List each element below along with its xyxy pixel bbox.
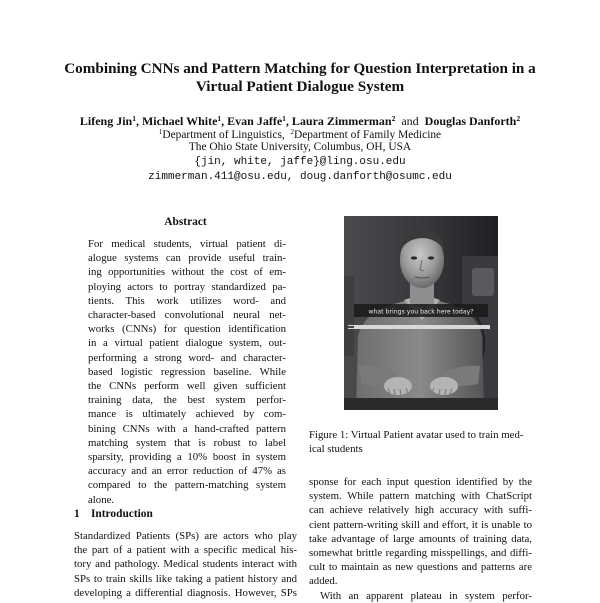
abstract-line: alone.	[88, 493, 115, 506]
author-affiliation-mark: 1	[282, 114, 286, 123]
affiliation-mark: 2	[290, 128, 295, 136]
figure-caption	[309, 428, 532, 456]
abstract-line: based logistic regression baseline. While	[88, 365, 286, 378]
author-affiliation-mark: 2	[516, 114, 521, 123]
abstract-line: ing opportunities without the cost of em-	[88, 266, 286, 279]
author-name: Douglas Danforth	[424, 114, 517, 128]
author-affiliation-mark: 1	[217, 114, 222, 123]
body-line: somewhat brittle regarding misspellings, and diffi-	[309, 547, 532, 560]
avatar-subtitle-text: what brings you back here today?	[368, 308, 474, 316]
abstract-line: tients. This work utilizes word- and	[88, 294, 286, 307]
affiliation-family-medicine: Department of Family Medicine	[294, 129, 442, 141]
caption-line: ical students	[309, 443, 363, 456]
abstract-line: training data, the best system perfor-	[88, 394, 286, 407]
body-line: With an apparent plateau in system perfor-	[320, 589, 532, 602]
section-title: Introduction	[91, 508, 153, 520]
introduction-body	[74, 529, 297, 600]
section-heading-introduction	[74, 508, 153, 520]
body-line: cient pattern-writing skill and effort, it is unable to	[309, 518, 532, 531]
introduction-line: tory and pathology. Medical students interact with	[74, 558, 297, 571]
virtual-patient-avatar-image	[344, 216, 498, 410]
abstract-line: accuracy and an error reduction of 47% as	[88, 465, 286, 478]
introduction-line: SPs to train skills like taking a patient history and	[74, 572, 297, 585]
abstract-line: in a virtual patient dialogue system, out-	[88, 337, 286, 350]
author-separator: ,	[135, 114, 139, 128]
title-line: Virtual Patient Dialogue System	[195, 78, 405, 95]
author-name: Lifeng Jin	[79, 114, 133, 128]
body-line: cult to maintain as new questions and patterns are	[309, 561, 532, 574]
title-line: Combining CNNs and Pattern Matching for Question Interpretation in a	[64, 60, 536, 77]
body-line: can achieve relatively high accuracy with suffi-	[309, 504, 532, 517]
abstract-line: ploying actors to portray standardized pa-	[88, 280, 286, 293]
author-email-line: {jin, white, jaffe}@ling.osu.edu	[194, 156, 406, 168]
body-line: sponse for each input question identified by the	[309, 476, 532, 488]
author-email-line: zimmerman.411@osu.edu, doug.danforth@osumc.edu	[148, 171, 452, 183]
abstract-line: works (CNNs) for question identification	[88, 323, 286, 336]
abstract-body	[88, 237, 286, 507]
abstract-line: matching system that is robust to label	[88, 436, 286, 449]
abstract-heading: Abstract	[164, 216, 207, 228]
paper-title	[0, 60, 600, 96]
abstract-line: bining CNNs with a hand-crafted pattern	[88, 422, 286, 435]
introduction-line: the part of a patient with a specific medical his-	[74, 544, 297, 557]
abstract-line: character-based convolutional neural net-	[88, 309, 286, 322]
author-and: and	[401, 114, 419, 128]
author-separator: ,	[285, 114, 289, 128]
abstract-line: For medical students, virtual patient di-	[88, 238, 286, 250]
abstract-line: the CNNs perform well given sufficient	[88, 380, 286, 393]
body-line: added.	[309, 575, 338, 588]
author-name: Michael White	[141, 114, 218, 128]
body-line: take advantage of large amounts of training data,	[309, 532, 532, 545]
affiliation-linguistics: Department of Linguistics,	[162, 129, 285, 141]
affiliation-mark: 1	[158, 128, 163, 136]
section-number: 1	[74, 508, 80, 520]
abstract-line: alogue systems can provide useful train-	[88, 252, 286, 265]
author-affiliation-mark: 2	[391, 114, 396, 123]
abstract-line: sparsity, providing a 10% boost in system	[88, 451, 286, 464]
virtual-patient-figure	[344, 216, 498, 410]
abstract-line: performing a strong word- and character-	[88, 351, 286, 364]
caption-line: Figure 1: Virtual Patient avatar used to train med-	[309, 429, 524, 441]
author-name: Evan Jaffe	[227, 114, 283, 128]
body-line: system. While pattern matching with ChatScript	[309, 490, 532, 503]
abstract-line: compared to the pattern-matching system	[88, 479, 286, 492]
affiliation-university: The Ohio State University, Columbus, OH, USA	[188, 141, 412, 153]
right-column-body	[309, 475, 532, 603]
abstract-line: mance is ultimately achieved by com-	[88, 408, 286, 421]
introduction-line: Standardized Patients (SPs) are actors who play	[74, 530, 297, 542]
author-affiliation-mark: 1	[132, 114, 136, 123]
introduction-line: developing a differential diagnosis. However, SPs	[74, 586, 297, 599]
author-separator: ,	[221, 114, 225, 128]
author-name: Laura Zimmerman	[291, 114, 392, 128]
